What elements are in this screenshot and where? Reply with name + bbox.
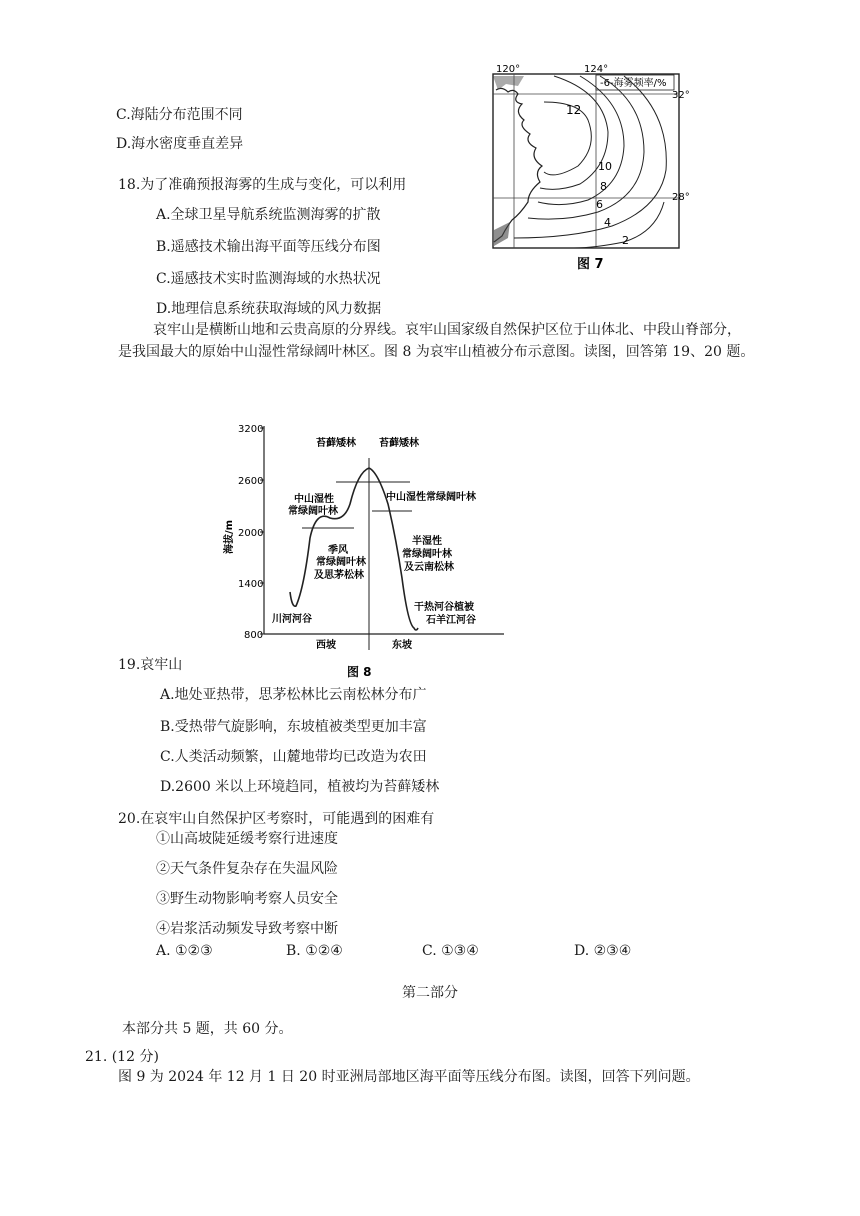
fig7-label-6: 6 xyxy=(596,198,603,211)
fig8-ytick-800: 800 xyxy=(244,630,264,641)
q20-option-b: B. ①②④ xyxy=(286,943,343,959)
q20-item-2: ②天气条件复杂存在失温风险 xyxy=(156,861,338,877)
q19-option-c: C.人类活动频繁，山麓地带均已改造为农田 xyxy=(160,749,427,765)
fig7-lon-120: 120° xyxy=(496,64,521,75)
fig8-ytick-2000: 2000 xyxy=(238,528,264,539)
q18-option-b: B.遥感技术输出海平面等压线分布图 xyxy=(156,239,381,255)
q20-item-1: ①山高坡陡延缓考察行进速度 xyxy=(156,831,338,847)
fig8-east-valley-l1: 干热河谷植被 xyxy=(414,602,474,613)
fig8-moss-right: 苔藓矮林 xyxy=(379,438,419,449)
fig8-west-valley: 川河河谷 xyxy=(272,614,312,625)
q19-option-a: A.地处亚热带，思茅松林比云南松林分布广 xyxy=(160,687,427,703)
fig7-lon-124: 124° xyxy=(584,64,609,75)
fig8-west-zone3-l1: 季风 xyxy=(328,545,348,556)
fig8-ylabel: 海拔/m xyxy=(224,519,235,554)
fig7-lat-32: 32° xyxy=(672,90,690,101)
q17-option-c: C.海陆分布范围不同 xyxy=(116,107,243,123)
fig8-x-west: 西坡 xyxy=(316,640,336,651)
q20-stem: 20.在哀牢山自然保护区考察时，可能遇到的困难有 xyxy=(118,811,435,827)
q18-option-c: C.遥感技术实时监测海域的水热状况 xyxy=(156,271,381,287)
fig8-west-zone3-l3: 及思茅松林 xyxy=(314,570,364,581)
q20-item-3: ③野生动物影响考察人员安全 xyxy=(156,891,338,907)
fig7-label-2: 2 xyxy=(622,234,629,247)
fig7-label-4: 4 xyxy=(604,216,611,229)
q20-option-a: A. ①②③ xyxy=(156,943,213,959)
figure7-map xyxy=(484,62,690,274)
q20-option-d: D. ②③④ xyxy=(574,943,632,959)
fig7-contour-8 xyxy=(538,76,624,205)
fig7-label-10: 10 xyxy=(598,160,612,173)
q19-option-d: D.2600 米以上环境趋同，植被均为苔藓矮林 xyxy=(160,779,440,795)
fig7-lat-28: 28° xyxy=(672,192,690,203)
fig8-x-east: 东坡 xyxy=(392,640,412,651)
fig8-east-zone3-l1: 半湿性 xyxy=(412,536,442,547)
fig7-label-12: 12 xyxy=(566,103,582,117)
q20-option-c: C. ①③④ xyxy=(422,943,479,959)
intro-line2: 是我国最大的原始中山湿性常绿阔叶林区。图 8 为哀牢山植被分布示意图。读图，回答第 19、20 题。 xyxy=(118,344,755,360)
fig7-label-8: 8 xyxy=(600,180,607,193)
q21-number: 21. (12 分) xyxy=(85,1049,159,1065)
fig8-ytick-2600: 2600 xyxy=(238,476,264,487)
fig8-caption: 图 8 xyxy=(347,665,372,679)
fig8-west-zone3-l2: 常绿阔叶林 xyxy=(316,557,366,568)
q17-option-d: D.海水密度垂直差异 xyxy=(116,136,244,152)
fig8-east-zone2: 中山湿性常绿阔叶林 xyxy=(386,492,476,503)
q18-stem: 18.为了准确预报海雾的生成与变化，可以利用 xyxy=(118,177,407,193)
fig8-ytick-3200: 3200 xyxy=(238,424,264,435)
part2-desc: 本部分共 5 题，共 60 分。 xyxy=(122,1021,293,1037)
q21-text: 图 9 为 2024 年 12 月 1 日 20 时亚洲局部地区海平面等压线分布图。读图，回答下列问题。 xyxy=(118,1069,700,1085)
q19-stem: 19.哀牢山 xyxy=(118,657,183,673)
fig7-legend: -6-海雾频率/% xyxy=(600,78,667,89)
fig8-west-zone2-l1: 中山湿性 xyxy=(294,494,334,505)
q19-option-b: B.受热带气旋影响，东坡植被类型更加丰富 xyxy=(160,719,427,735)
q18-option-d: D.地理信息系统获取海域的风力数据 xyxy=(156,301,382,317)
q20-item-4: ④岩浆活动频发导致考察中断 xyxy=(156,921,338,937)
fig8-ytick-1400: 1400 xyxy=(238,579,264,590)
intro-line1: 哀牢山是横断山地和云贵高原的分界线。哀牢山国家级自然保护区位于山体北、中段山脊部分， xyxy=(153,322,741,338)
fig8-moss-left: 苔藓矮林 xyxy=(316,438,356,449)
fig8-west-zone2-l2: 常绿阔叶林 xyxy=(288,506,338,517)
figure8-diagram xyxy=(212,418,508,684)
part2-title: 第二部分 xyxy=(402,985,458,1001)
fig7-contour-2 xyxy=(574,202,664,248)
fig8-east-zone3-l2: 常绿阔叶林 xyxy=(402,549,452,560)
q18-option-a: A.全球卫星导航系统监测海雾的扩散 xyxy=(156,207,381,223)
fig8-east-zone3-l3: 及云南松林 xyxy=(404,562,454,573)
fig7-caption: 图 7 xyxy=(577,257,604,272)
fig8-east-valley-l2: 石羊江河谷 xyxy=(426,615,476,626)
